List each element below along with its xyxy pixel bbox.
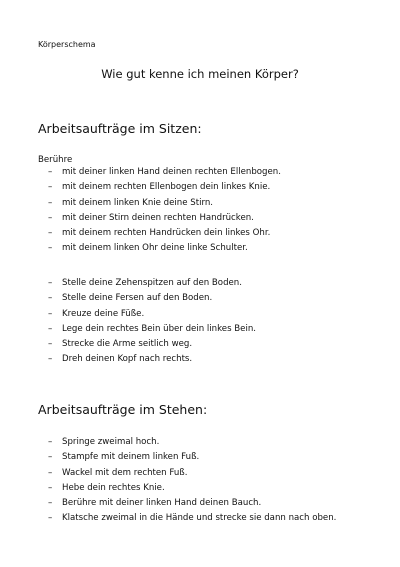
dash-marker: – [48, 437, 53, 447]
list-item-text: Springe zweimal hoch. [62, 437, 160, 447]
list-item [48, 241, 281, 256]
list-item [48, 466, 336, 481]
dash-marker: – [48, 498, 53, 509]
list-item [48, 211, 281, 226]
dash-marker: – [48, 482, 53, 493]
intro-text: Berühre [38, 155, 73, 165]
dash-marker: – [48, 243, 53, 254]
list-item-text: Lege dein rechtes Bein über dein linkes Bein. [62, 323, 257, 334]
list-item-text: Kreuze deine Füße. [62, 308, 145, 319]
list-item [48, 496, 336, 511]
dash-marker: – [48, 452, 53, 463]
list-item-text: mit deinem linken Knie deine Stirn. [62, 197, 214, 208]
list-item-text: Klatsche zweimal in die Hände und strecke sie dann nach oben. [62, 513, 337, 524]
list-item [48, 481, 336, 496]
list-item [48, 291, 256, 306]
task-list-touch [48, 165, 281, 257]
dash-marker: – [48, 308, 53, 319]
list-item [48, 337, 256, 352]
dash-marker: – [48, 513, 53, 524]
list-item-text: mit deinem rechten Ellenbogen dein linkes Knie. [62, 182, 271, 193]
list-item [48, 450, 336, 465]
list-item [48, 307, 256, 322]
dash-marker: – [48, 339, 53, 350]
list-item-text: Stelle deine Fersen auf den Boden. [62, 293, 213, 304]
section-heading-standing: Arbeitsaufträge im Stehen: [38, 402, 208, 417]
dash-marker: – [48, 212, 53, 223]
dash-marker: – [48, 323, 53, 334]
list-item [48, 435, 336, 450]
list-item [48, 352, 256, 367]
list-item [48, 196, 281, 211]
header-label: Körperschema [38, 40, 96, 49]
list-item-text: Wackel mit dem rechten Fuß. [62, 467, 188, 478]
list-item-text: Berühre mit deiner linken Hand deinen Bauch. [62, 498, 262, 509]
list-item-text: Hebe dein rechtes Knie. [62, 482, 165, 493]
dash-marker: – [48, 354, 53, 365]
list-item [48, 180, 281, 195]
list-item-text: mit deiner linken Hand deinen rechten Ellenbogen. [62, 167, 281, 177]
dash-marker: – [48, 228, 53, 239]
section-heading-sitting: Arbeitsaufträge im Sitzen: [38, 121, 202, 136]
list-item-text: Strecke die Arme seitlich weg. [62, 339, 193, 350]
list-item [48, 226, 281, 241]
list-item-text: Stelle deine Zehenspitzen auf den Boden. [62, 278, 242, 288]
list-item [48, 511, 336, 526]
list-item [48, 276, 256, 291]
list-item-text: mit deinem linken Ohr deine linke Schulter. [62, 243, 248, 254]
dash-marker: – [48, 467, 53, 478]
task-list-sitting-actions [48, 276, 256, 368]
list-item-text: mit deiner Stirn deinen rechten Handrücken. [62, 212, 254, 223]
page-title: Wie gut kenne ich meinen Körper? [101, 67, 299, 81]
dash-marker: – [48, 197, 53, 208]
list-item-text: mit deinem rechten Handrücken dein linkes Ohr. [62, 228, 271, 239]
list-item [48, 322, 256, 337]
dash-marker: – [48, 293, 53, 304]
list-item [48, 165, 281, 180]
dash-marker: – [48, 278, 53, 288]
list-item-text: Dreh deinen Kopf nach rechts. [62, 354, 193, 365]
list-item-text: Stampfe mit deinem linken Fuß. [62, 452, 200, 463]
task-list-standing [48, 435, 336, 527]
dash-marker: – [48, 182, 53, 193]
dash-marker: – [48, 167, 53, 177]
